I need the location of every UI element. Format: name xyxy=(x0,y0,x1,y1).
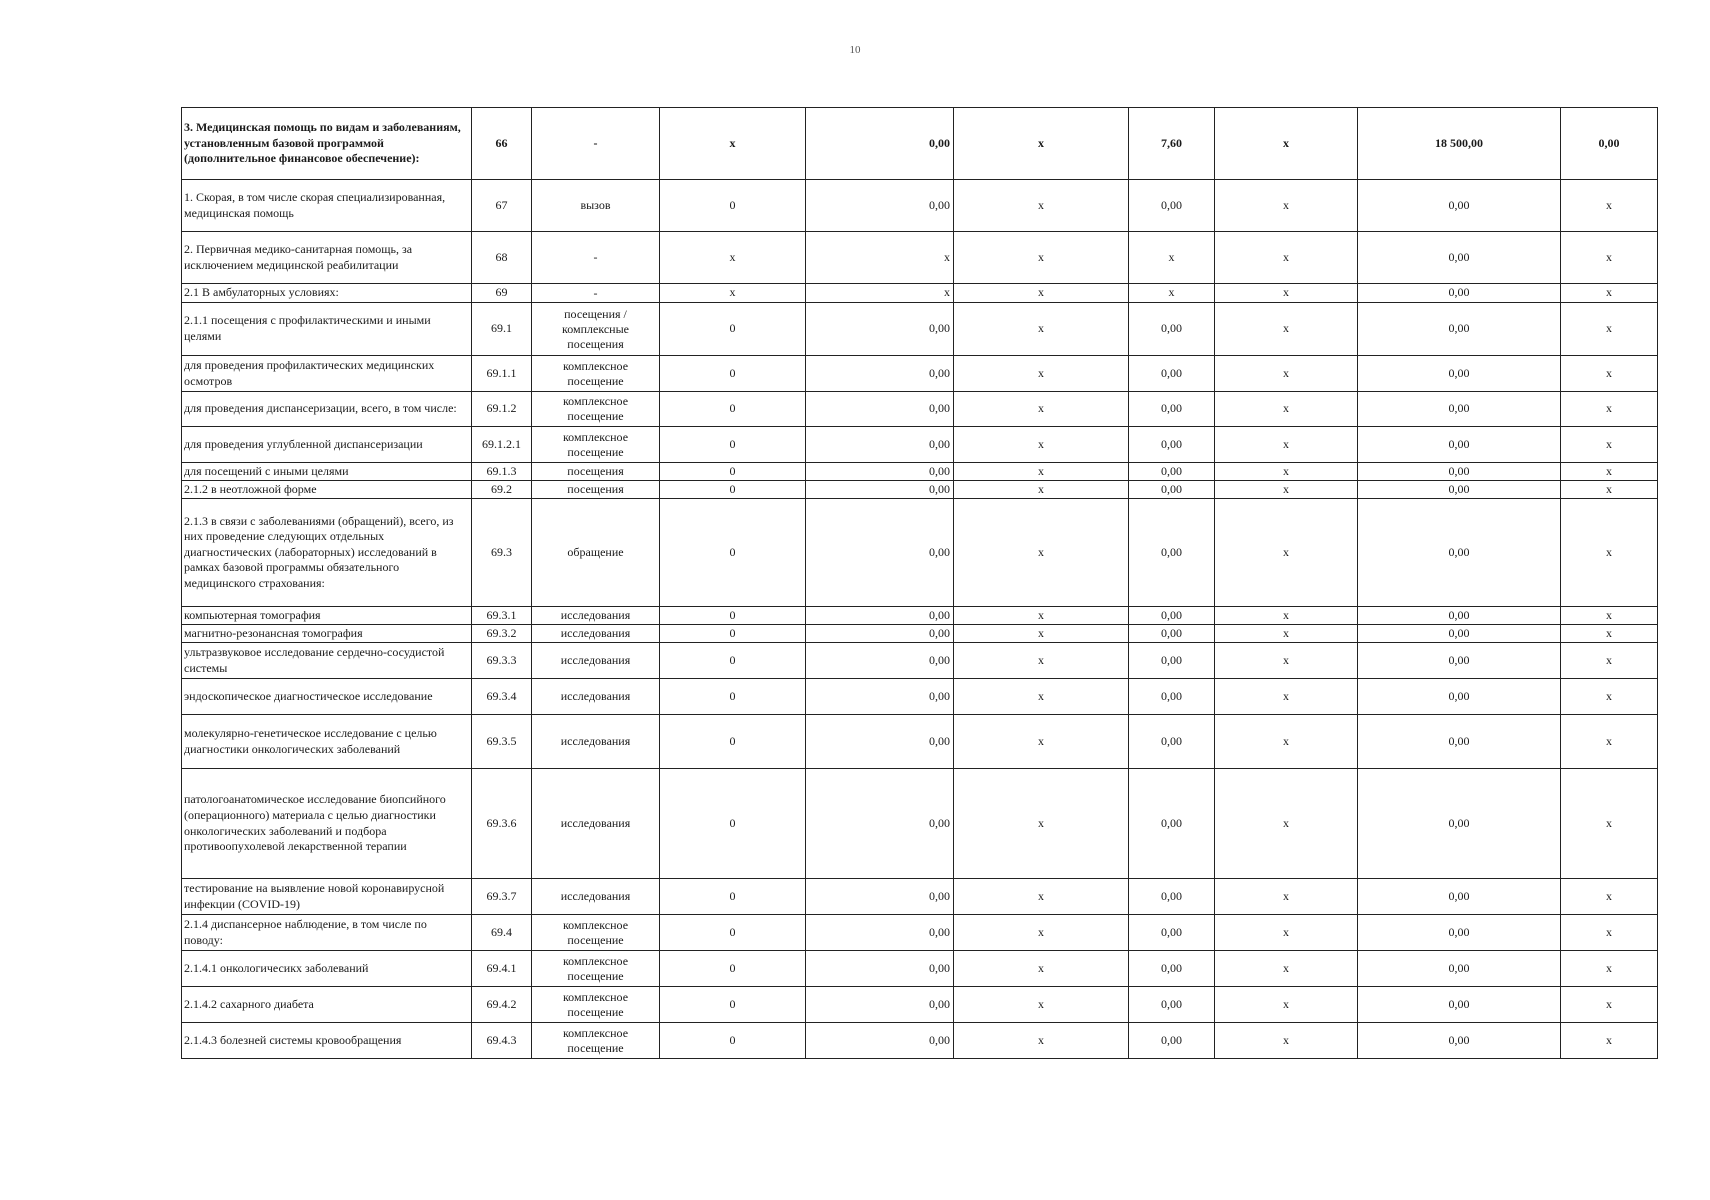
cell-unit: комплексное посещение xyxy=(532,392,660,427)
cell-col9: 0,00 xyxy=(1358,303,1561,356)
cell-col10: х xyxy=(1561,1023,1658,1059)
cell-code: 69.4.1 xyxy=(472,951,532,987)
cell-code: 68 xyxy=(472,232,532,284)
cell-col8: х xyxy=(1215,232,1358,284)
cell-unit: комплексное посещение xyxy=(532,427,660,463)
table-row xyxy=(182,356,1658,392)
cell-unit: - xyxy=(532,232,660,284)
cell-col10: х xyxy=(1561,232,1658,284)
cell-col8: х xyxy=(1215,643,1358,679)
cell-col5: х xyxy=(806,284,954,303)
cell-col9: 0,00 xyxy=(1358,715,1561,769)
table-row xyxy=(182,499,1658,607)
cell-col9: 0,00 xyxy=(1358,625,1561,643)
cell-col9: 0,00 xyxy=(1358,232,1561,284)
cell-code: 69.1.2.1 xyxy=(472,427,532,463)
cell-col9: 0,00 xyxy=(1358,284,1561,303)
cell-unit: исследования xyxy=(532,607,660,625)
table-row xyxy=(182,108,1658,180)
cell-name: патологоанатомическое исследование биопсийного (операционного) материала с целью диагностики онкологических заболеваний и подбора противоопухолевой лекарственной терапии xyxy=(182,769,472,879)
table-row xyxy=(182,481,1658,499)
table-row xyxy=(182,679,1658,715)
cell-name: 2.1 В амбулаторных условиях: xyxy=(182,284,472,303)
table-row xyxy=(182,987,1658,1023)
cell-col6: х xyxy=(954,987,1129,1023)
cell-col4: 0 xyxy=(660,715,806,769)
cell-col6: х xyxy=(954,643,1129,679)
cell-col7: 0,00 xyxy=(1129,427,1215,463)
cell-col4: 0 xyxy=(660,427,806,463)
cell-col4: 0 xyxy=(660,643,806,679)
cell-col4: 0 xyxy=(660,303,806,356)
cell-col9: 0,00 xyxy=(1358,180,1561,232)
cell-col8: х xyxy=(1215,715,1358,769)
cell-code: 69.1.2 xyxy=(472,392,532,427)
cell-col10: 0,00 xyxy=(1561,108,1658,180)
cell-name: 2.1.4.3 болезней системы кровообращения xyxy=(182,1023,472,1059)
cell-col6: х xyxy=(954,284,1129,303)
cell-unit: исследования xyxy=(532,879,660,915)
cell-col4: 0 xyxy=(660,679,806,715)
cell-col9: 0,00 xyxy=(1358,427,1561,463)
cell-col10: х xyxy=(1561,427,1658,463)
cell-col8: х xyxy=(1215,951,1358,987)
cell-col8: х xyxy=(1215,879,1358,915)
cell-col4: х xyxy=(660,108,806,180)
cell-code: 69.3 xyxy=(472,499,532,607)
cell-col6: х xyxy=(954,481,1129,499)
cell-col10: х xyxy=(1561,356,1658,392)
cell-col6: х xyxy=(954,463,1129,481)
cell-code: 69.4.3 xyxy=(472,1023,532,1059)
cell-col5: 0,00 xyxy=(806,915,954,951)
cell-code: 67 xyxy=(472,180,532,232)
cell-col6: х xyxy=(954,915,1129,951)
table-row xyxy=(182,180,1658,232)
cell-unit: посещения xyxy=(532,481,660,499)
cell-col4: 0 xyxy=(660,180,806,232)
cell-unit: исследования xyxy=(532,643,660,679)
cell-col4: 0 xyxy=(660,1023,806,1059)
cell-col5: 0,00 xyxy=(806,987,954,1023)
cell-col4: 0 xyxy=(660,463,806,481)
table-row xyxy=(182,427,1658,463)
cell-col6: х xyxy=(954,232,1129,284)
table-row xyxy=(182,303,1658,356)
cell-col9: 0,00 xyxy=(1358,356,1561,392)
cell-col5: 0,00 xyxy=(806,481,954,499)
cell-col5: 0,00 xyxy=(806,463,954,481)
cell-col9: 0,00 xyxy=(1358,481,1561,499)
cell-col7: 7,60 xyxy=(1129,108,1215,180)
cell-col4: 0 xyxy=(660,879,806,915)
cell-col9: 0,00 xyxy=(1358,951,1561,987)
cell-col5: 0,00 xyxy=(806,951,954,987)
cell-col5: 0,00 xyxy=(806,879,954,915)
cell-name: для проведения диспансеризации, всего, в том числе: xyxy=(182,392,472,427)
table-row xyxy=(182,879,1658,915)
cell-name: для проведения углубленной диспансеризации xyxy=(182,427,472,463)
cell-col8: х xyxy=(1215,625,1358,643)
cell-col8: х xyxy=(1215,392,1358,427)
cell-col10: х xyxy=(1561,951,1658,987)
cell-col10: х xyxy=(1561,607,1658,625)
table-row xyxy=(182,392,1658,427)
cell-col6: х xyxy=(954,1023,1129,1059)
cell-unit: комплексное посещение xyxy=(532,915,660,951)
cell-code: 69 xyxy=(472,284,532,303)
cell-col5: 0,00 xyxy=(806,607,954,625)
cell-name: для проведения профилактических медицинских осмотров xyxy=(182,356,472,392)
table-row xyxy=(182,769,1658,879)
cell-unit: комплексное посещение xyxy=(532,1023,660,1059)
cell-name: эндоскопическое диагностическое исследование xyxy=(182,679,472,715)
cell-name: 2.1.2 в неотложной форме xyxy=(182,481,472,499)
page-number: 10 xyxy=(849,44,861,56)
cell-name: 1. Скорая, в том числе скорая специализированная, медицинская помощь xyxy=(182,180,472,232)
cell-code: 69.3.1 xyxy=(472,607,532,625)
cell-col7: 0,00 xyxy=(1129,915,1215,951)
cell-col9: 0,00 xyxy=(1358,879,1561,915)
cell-col10: х xyxy=(1561,915,1658,951)
cell-col5: 0,00 xyxy=(806,1023,954,1059)
cell-col6: х xyxy=(954,180,1129,232)
cell-col8: х xyxy=(1215,679,1358,715)
cell-col5: 0,00 xyxy=(806,679,954,715)
cell-col6: х xyxy=(954,356,1129,392)
cell-col7: 0,00 xyxy=(1129,463,1215,481)
cell-col7: 0,00 xyxy=(1129,392,1215,427)
cell-name: компьютерная томография xyxy=(182,607,472,625)
cell-col8: х xyxy=(1215,108,1358,180)
cell-name: магнитно-резонансная томография xyxy=(182,625,472,643)
cell-col4: 0 xyxy=(660,499,806,607)
cell-col6: х xyxy=(954,607,1129,625)
cell-col9: 0,00 xyxy=(1358,607,1561,625)
cell-col4: 0 xyxy=(660,769,806,879)
cell-col5: 0,00 xyxy=(806,392,954,427)
cell-name: для посещений с иными целями xyxy=(182,463,472,481)
cell-col10: х xyxy=(1561,769,1658,879)
cell-col7: 0,00 xyxy=(1129,769,1215,879)
cell-name: 2.1.3 в связи с заболеваниями (обращений), всего, из них проведение следующих отдельных диагностических (лабораторных) исследований в рамках базовой программы обязательного медицинского страхования: xyxy=(182,499,472,607)
cell-code: 69.3.2 xyxy=(472,625,532,643)
cell-unit: комплексное посещение xyxy=(532,987,660,1023)
cell-col9: 0,00 xyxy=(1358,643,1561,679)
cell-col5: 0,00 xyxy=(806,499,954,607)
cell-col5: 0,00 xyxy=(806,769,954,879)
cell-col8: х xyxy=(1215,769,1358,879)
cell-col4: 0 xyxy=(660,481,806,499)
cell-col7: 0,00 xyxy=(1129,715,1215,769)
cell-code: 69.3.6 xyxy=(472,769,532,879)
cell-col9: 0,00 xyxy=(1358,679,1561,715)
cell-col5: 0,00 xyxy=(806,180,954,232)
cell-col9: 0,00 xyxy=(1358,392,1561,427)
cell-code: 69.3.5 xyxy=(472,715,532,769)
cell-code: 66 xyxy=(472,108,532,180)
cell-col7: 0,00 xyxy=(1129,607,1215,625)
cell-col7: х xyxy=(1129,232,1215,284)
cell-col4: 0 xyxy=(660,987,806,1023)
table-row xyxy=(182,625,1658,643)
cell-unit: комплексное посещение xyxy=(532,356,660,392)
table-row xyxy=(182,284,1658,303)
cell-code: 69.4 xyxy=(472,915,532,951)
cell-code: 69.4.2 xyxy=(472,987,532,1023)
cell-col6: х xyxy=(954,625,1129,643)
cell-col6: х xyxy=(954,879,1129,915)
cell-col10: х xyxy=(1561,987,1658,1023)
cell-col10: х xyxy=(1561,180,1658,232)
cell-col8: х xyxy=(1215,481,1358,499)
cell-col10: х xyxy=(1561,284,1658,303)
cell-unit: посещения / комплексные посещения xyxy=(532,303,660,356)
cell-col5: 0,00 xyxy=(806,643,954,679)
cell-col7: 0,00 xyxy=(1129,643,1215,679)
cell-col4: 0 xyxy=(660,915,806,951)
cell-col10: х xyxy=(1561,715,1658,769)
cell-col7: 0,00 xyxy=(1129,481,1215,499)
table-row xyxy=(182,232,1658,284)
cell-col8: х xyxy=(1215,1023,1358,1059)
cell-col10: х xyxy=(1561,481,1658,499)
table-row xyxy=(182,915,1658,951)
table-row xyxy=(182,463,1658,481)
cell-unit: - xyxy=(532,284,660,303)
cell-col7: 0,00 xyxy=(1129,679,1215,715)
cell-unit: вызов xyxy=(532,180,660,232)
cell-name: 3. Медицинская помощь по видам и заболеваниям, установленным базовой программой (дополнительное финансовое обеспечение): xyxy=(182,108,472,180)
cell-col7: 0,00 xyxy=(1129,951,1215,987)
cell-col10: х xyxy=(1561,392,1658,427)
cell-col5: 0,00 xyxy=(806,625,954,643)
table-row xyxy=(182,607,1658,625)
cell-col8: х xyxy=(1215,427,1358,463)
cell-col6: х xyxy=(954,679,1129,715)
cell-col5: х xyxy=(806,232,954,284)
cell-col7: 0,00 xyxy=(1129,180,1215,232)
table-row xyxy=(182,951,1658,987)
cell-col10: х xyxy=(1561,499,1658,607)
cell-code: 69.1 xyxy=(472,303,532,356)
cell-code: 69.1.3 xyxy=(472,463,532,481)
cell-code: 69.1.1 xyxy=(472,356,532,392)
cell-name: 2.1.1 посещения с профилактическими и иными целями xyxy=(182,303,472,356)
cell-col5: 0,00 xyxy=(806,715,954,769)
cell-name: 2.1.4 диспансерное наблюдение, в том числе по поводу: xyxy=(182,915,472,951)
cell-unit: исследования xyxy=(532,715,660,769)
cell-col5: 0,00 xyxy=(806,303,954,356)
cell-col9: 18 500,00 xyxy=(1358,108,1561,180)
cell-col10: х xyxy=(1561,463,1658,481)
cell-name: 2.1.4.2 сахарного диабета xyxy=(182,987,472,1023)
cell-col9: 0,00 xyxy=(1358,499,1561,607)
cell-col8: х xyxy=(1215,987,1358,1023)
cell-unit: обращение xyxy=(532,499,660,607)
cell-unit: комплексное посещение xyxy=(532,951,660,987)
cell-col9: 0,00 xyxy=(1358,1023,1561,1059)
cell-col10: х xyxy=(1561,303,1658,356)
cell-col7: 0,00 xyxy=(1129,1023,1215,1059)
cell-unit: - xyxy=(532,108,660,180)
cell-col4: 0 xyxy=(660,392,806,427)
cell-col9: 0,00 xyxy=(1358,463,1561,481)
cell-col8: х xyxy=(1215,463,1358,481)
cell-name: молекулярно-генетическое исследование с целью диагностики онкологических заболеваний xyxy=(182,715,472,769)
cell-col4: х xyxy=(660,232,806,284)
cell-name: 2.1.4.1 онкологичесикх заболеваний xyxy=(182,951,472,987)
cell-col7: 0,00 xyxy=(1129,499,1215,607)
cell-col7: 0,00 xyxy=(1129,879,1215,915)
cell-code: 69.2 xyxy=(472,481,532,499)
table-body xyxy=(182,108,1658,1059)
cell-unit: исследования xyxy=(532,769,660,879)
cell-col9: 0,00 xyxy=(1358,769,1561,879)
cell-col4: 0 xyxy=(660,607,806,625)
cell-col9: 0,00 xyxy=(1358,987,1561,1023)
cell-col4: х xyxy=(660,284,806,303)
cell-unit: посещения xyxy=(532,463,660,481)
table-row xyxy=(182,715,1658,769)
cell-col8: х xyxy=(1215,180,1358,232)
cell-col6: х xyxy=(954,392,1129,427)
cell-col6: х xyxy=(954,769,1129,879)
cell-col6: х xyxy=(954,108,1129,180)
cell-name: ультразвуковое исследование сердечно-сосудистой системы xyxy=(182,643,472,679)
cell-name: 2. Первичная медико-санитарная помощь, за исключением медицинской реабилитации xyxy=(182,232,472,284)
cell-col6: х xyxy=(954,303,1129,356)
cell-col7: 0,00 xyxy=(1129,987,1215,1023)
cell-col7: 0,00 xyxy=(1129,625,1215,643)
cell-col5: 0,00 xyxy=(806,108,954,180)
cell-code: 69.3.3 xyxy=(472,643,532,679)
table-row xyxy=(182,643,1658,679)
cell-col8: х xyxy=(1215,915,1358,951)
cell-col8: х xyxy=(1215,356,1358,392)
cell-col6: х xyxy=(954,715,1129,769)
cell-col5: 0,00 xyxy=(806,427,954,463)
cell-col8: х xyxy=(1215,284,1358,303)
cell-unit: исследования xyxy=(532,679,660,715)
table-row xyxy=(182,1023,1658,1059)
cell-col8: х xyxy=(1215,607,1358,625)
cell-col4: 0 xyxy=(660,625,806,643)
cell-col6: х xyxy=(954,951,1129,987)
cell-name: тестирование на выявление новой коронавирусной инфекции (COVID-19) xyxy=(182,879,472,915)
financing-table xyxy=(181,107,1658,1059)
cell-col7: 0,00 xyxy=(1129,356,1215,392)
cell-col8: х xyxy=(1215,499,1358,607)
cell-col4: 0 xyxy=(660,951,806,987)
cell-col6: х xyxy=(954,427,1129,463)
cell-col10: х xyxy=(1561,879,1658,915)
cell-col9: 0,00 xyxy=(1358,915,1561,951)
cell-col5: 0,00 xyxy=(806,356,954,392)
cell-col10: х xyxy=(1561,625,1658,643)
cell-col4: 0 xyxy=(660,356,806,392)
cell-col7: 0,00 xyxy=(1129,303,1215,356)
cell-col10: х xyxy=(1561,679,1658,715)
cell-unit: исследования xyxy=(532,625,660,643)
cell-col8: х xyxy=(1215,303,1358,356)
cell-col6: х xyxy=(954,499,1129,607)
cell-code: 69.3.4 xyxy=(472,679,532,715)
cell-col7: х xyxy=(1129,284,1215,303)
cell-col10: х xyxy=(1561,643,1658,679)
cell-code: 69.3.7 xyxy=(472,879,532,915)
